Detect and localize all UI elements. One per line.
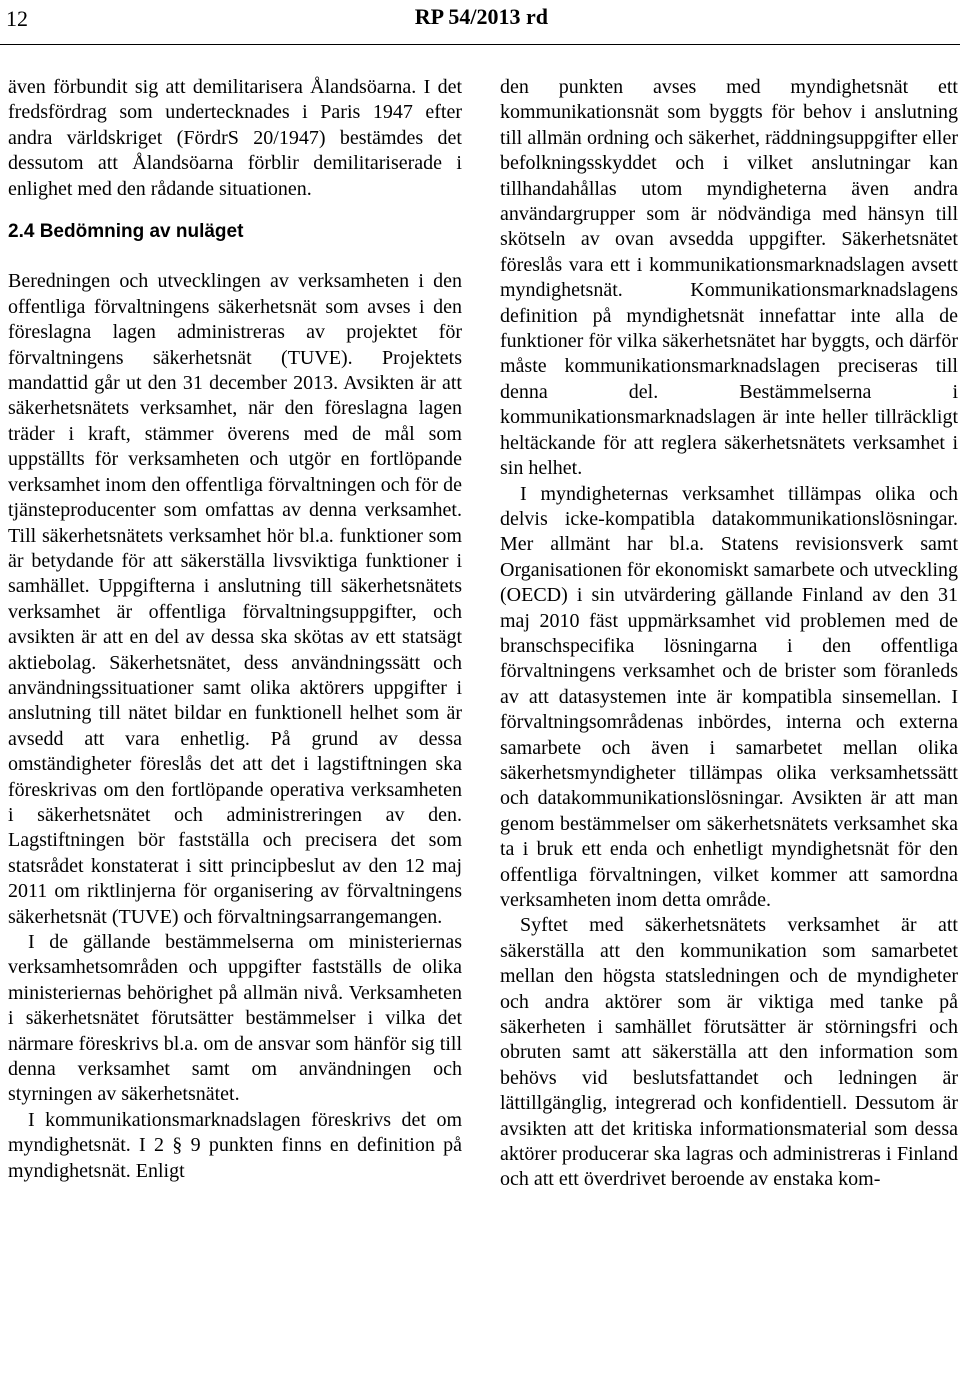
paragraph: I kommunikationsmarknadslagen föreskrivs det om myndighetsnät. I 2 § 9 punkten finns en definition på myndighetsnät. Enligt [8, 1108, 462, 1182]
paragraph: I myndigheternas verksamhet tillämpas olika och delvis icke-kompatibla datakommunikationslösningar. Mer allmänt har bl.a. Statens revisionsverk samt Organisationen för ekonomiskt samarbete och utveckling (OECD) i sin utvärdering gällande Finland av den 31 maj 2010 fäst uppmärksamhet vid problemen med de branschspecifika lösningarna i den offentliga förvaltningens verksamhet och de brister som föranleds av att datasystemen inte är kompatibla sinsemellan. I förvaltningsområdenas inbördes, interna och externa samarbete och även i samarbetet mellan olika säkerhetsmyndigheter tillämpas olika verksamhetssätt och datakommunikationslösningar. Avsikten är att man genom bestämmelser om säkerhetsnätets verksamhet ska ta i bruk ett enda och enhetligt myndighetsnät för den offentliga förvaltningen, vilket kommer att samordna verksamheten inom detta område. [500, 482, 958, 911]
left-column [8, 75, 462, 1184]
paragraph: I de gällande bestämmelserna om ministeriernas verksamhetsområden och uppgifter fastställs de olika ministeriernas behörighet på allmän nivå. Verksamheten i säkerhetsnätet förutsätter bestämmelser i vilka det närmare föreskrivs bl.a. om de ansvar som hänför sig till denna verksamhet samt om användningen och styrningen av säkerhetsnätet. [8, 931, 462, 1106]
right-column [500, 75, 958, 1193]
page-number: 12 [6, 6, 28, 31]
document-reference: RP 54/2013 rd [414, 4, 548, 29]
paragraph: även förbundit sig att demilitarisera Ålandsöarna. I det fredsfördrag som undertecknades i Paris 1947 efter andra världskriget (FördrS 20/1947) bestämdes det dessutom att Ålandsöarna förblir demilitariserade i enlighet med den rådande situationen. [8, 76, 462, 200]
spacer [8, 244, 462, 269]
page-header [0, 0, 960, 45]
paragraph: Beredningen och utvecklingen av verksamheten i den offentliga förvaltningens säkerhetsnät som avses i den föreslagna lagen administreras av projektet för förvaltningens säkerhetsnät (TUVE). Projektets mandattid går ut den 31 december 2013. Avsikten är att säkerhetsnätets verksamhet, när den föreslagna lagen träder i kraft, stämmer överens med de mål som uppställts för verksamheten och utgör en fortlöpande verksamhet inom den offentliga förvaltningen och för de tjänsteproducenter som omfattas av denna verksamhet. Till säkerhetsnätets verksamhet hör bl.a. funktioner som är betydande för att säkerställa livsviktiga funktioner i samhället. Uppgifterna i anslutning till säkerhetsnätets verksamhet är offentliga förvaltningsuppgifter, och avsikten är att en del av dessa ska skötas av ett statsägt aktiebolag. Säkerhetsnätet, dess användningssätt och användningssituationer samt olika aktörers uppgifter i anslutning till nätet bildar en funktionell helhet som är avsedd att vara enhetlig. På grund av dessa omständigheter föreslås det att det i lagstiftningen ska föreskrivas om den fortlöpande operativa verksamheten i säkerhetsnätet och administreringen av den. Lagstiftningen bör fastställa och precisera det som statsrådet konstaterat i sitt principbeslut av den 12 maj 2011 om riktlinjerna för organisering av förvaltningens säkerhetsnät (TUVE) och förvaltningsarrangemangen. [8, 270, 462, 928]
section-heading: 2.4 Bedömning av nuläget [8, 221, 244, 243]
paragraph: den punkten avses med myndighetsnät ett kommunikationsnät som byggts för behov i anslutning till allmän ordning och säkerhet, räddningsuppgifter eller befolkningsskyddet och i vilket anslutningar kan tillhandahållas utom myndigheterna även andra användargrupper som är nödvändiga med hänsyn till skötseln av ovan avsedda uppgifter. Säkerhetsnätet föreslås vara ett i kommunikationsmarknadslagen avsett myndighetsnät. Kommunikationsmarknadslagens definition på myndighetsnät innefattar inte alla de funktioner för vilka säkerhetsnätet har byggts, och därför måste kommunikationsmarknadslagen preciseras till denna del. Bestämmelserna i kommunikationsmarknadslagen är inte heller tillräckligt heltäckande för att reglera säkerhetsnätets verksamhet i sin helhet. [500, 76, 958, 480]
paragraph: Syftet med säkerhetsnätets verksamhet är att säkerställa att den kommunikation som samarbetet mellan den högsta statsledningen och de myndigheter och andra aktörer som är viktiga med tanke på säkerheten i samhället förutsätter är störningsfri och obruten samt att säkerställa att den information som behövs vid beslutsfattandet och ledningen är lättillgänglig, integrerad och konfidentiell. Dessutom är avsikten att det kritiska informationsmaterial som dessa aktörer producerar ska lagras och administreras i Finland och att ett överdrivet beroende av enstaka kom- [500, 914, 958, 1191]
